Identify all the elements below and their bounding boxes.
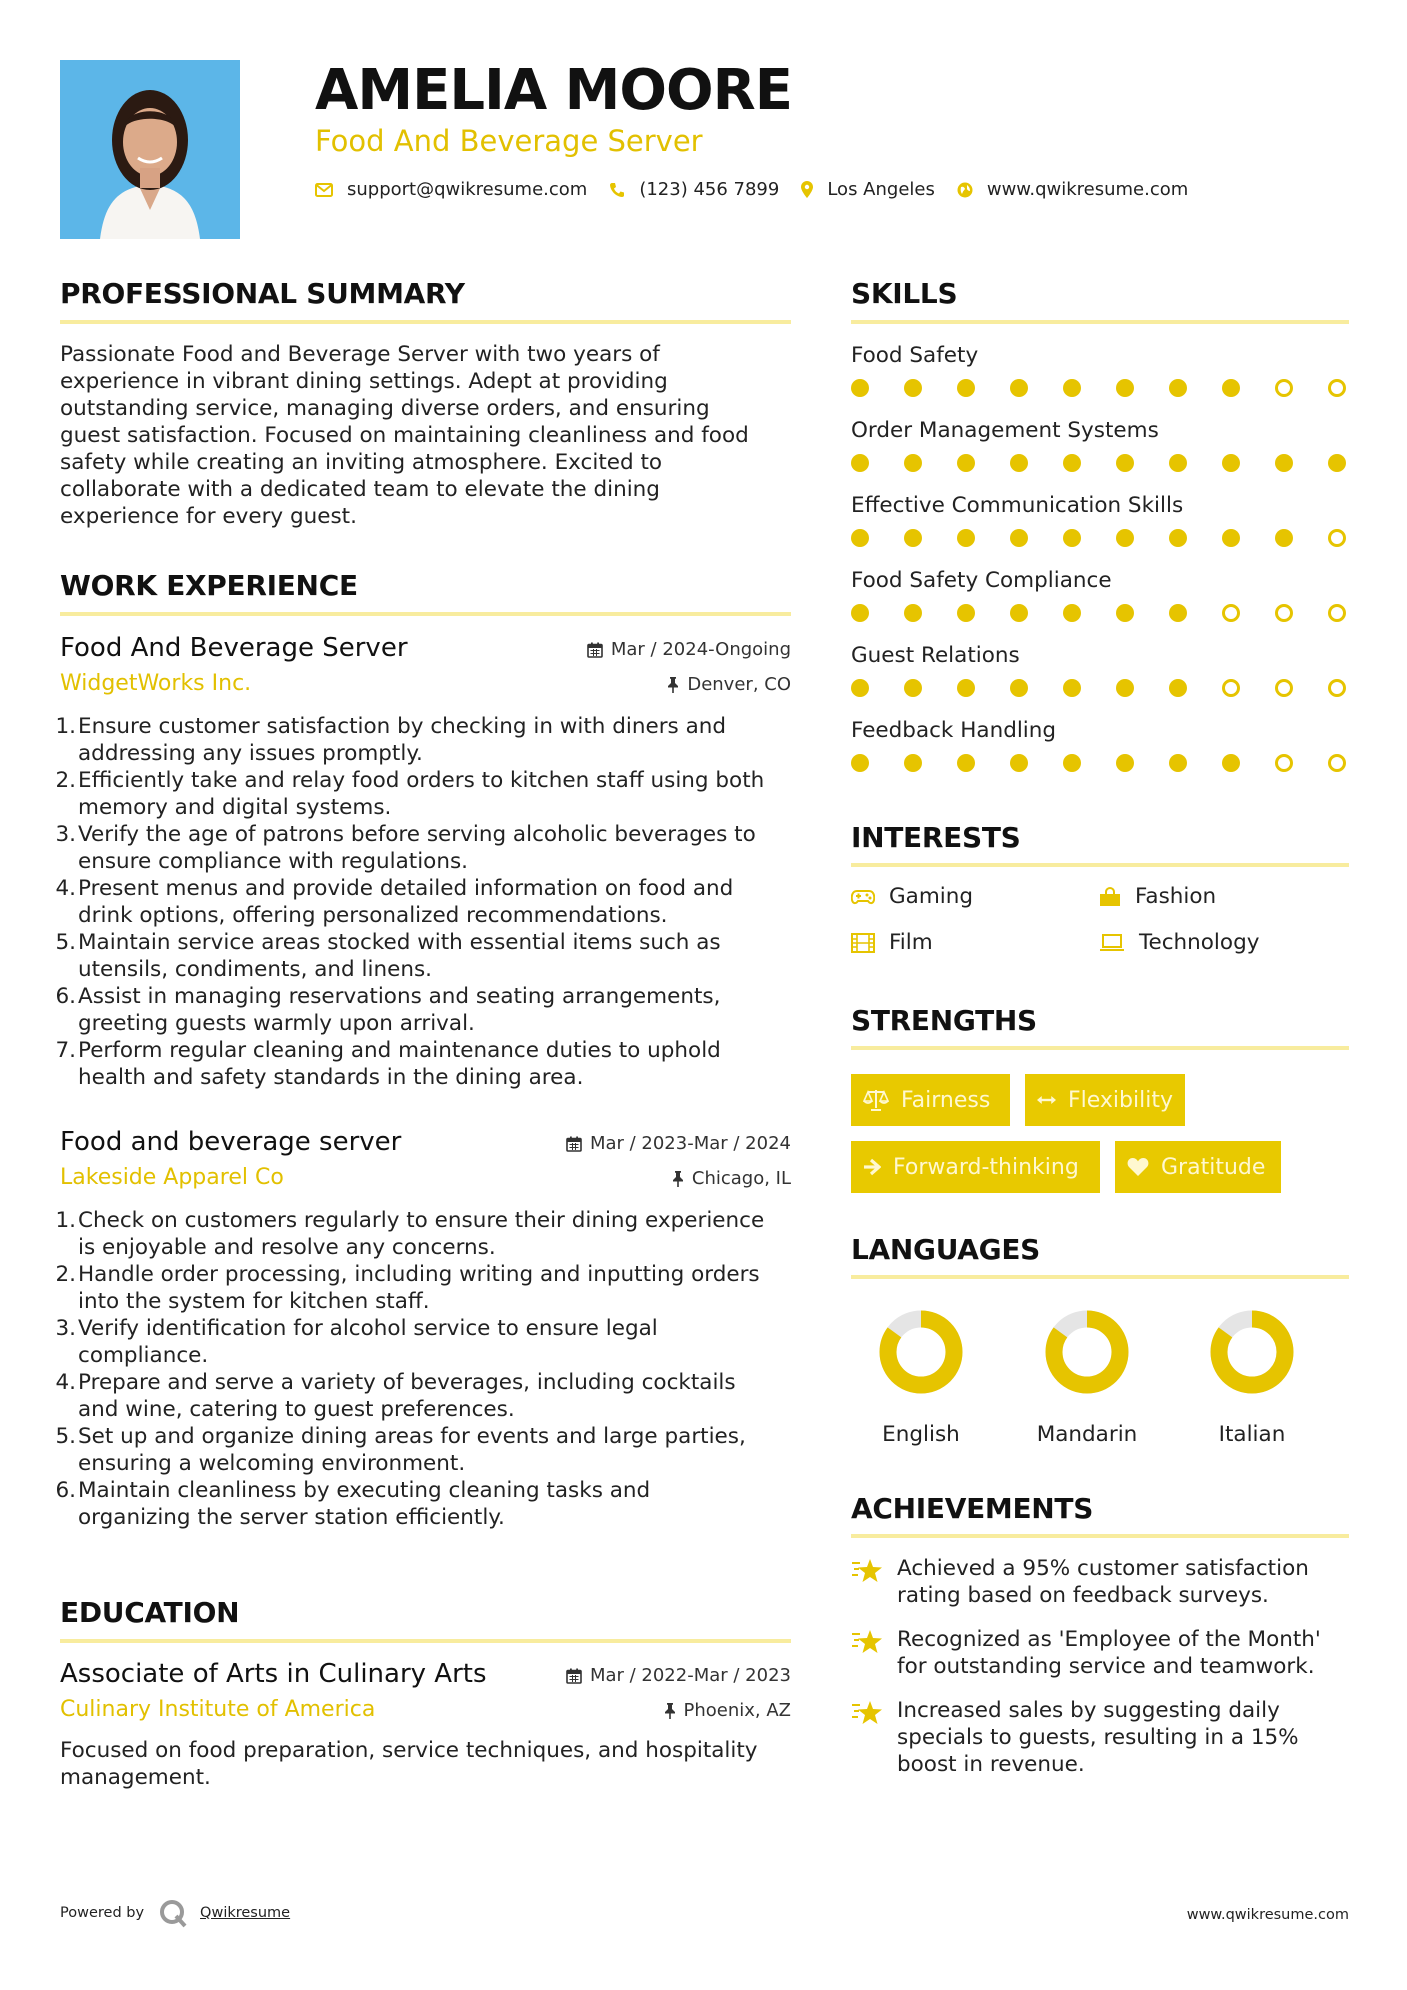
item-line: compliance. [78, 1343, 209, 1368]
job-duties [55, 713, 791, 1091]
rating-dot-filled [904, 379, 922, 397]
achievement-item [851, 1697, 1349, 1778]
location-text: Los Angeles [827, 179, 935, 200]
item-line: Prepare and serve a variety of beverages, including cocktails [78, 1370, 736, 1395]
skill-name: Food Safety [851, 343, 979, 368]
school-name: Culinary Institute of America [60, 1697, 376, 1722]
achievement-line: Increased sales by suggesting daily [897, 1698, 1280, 1723]
job-title: Food And Beverage Server [60, 633, 408, 663]
item-number: 2. [55, 1262, 76, 1287]
rating-dot-filled [851, 454, 869, 472]
rating-dot-empty [1328, 679, 1346, 697]
job-location [667, 674, 791, 695]
achievement-line: rating based on feedback surveys. [897, 1583, 1269, 1608]
skill-name: Order Management Systems [851, 418, 1159, 443]
pushpin-icon [664, 1703, 676, 1719]
rating-dot-filled [1010, 454, 1028, 472]
interest-label: Technology [1139, 930, 1260, 955]
rating-dot-filled [851, 604, 869, 622]
achievement-line: Achieved a 95% customer satisfaction [897, 1556, 1309, 1581]
list-item [55, 767, 791, 821]
rating-dot-filled [1222, 754, 1240, 772]
footer-brand-link[interactable]: Qwikresume [200, 1905, 291, 1921]
interests-heading: INTERESTS [851, 821, 1021, 854]
item-line: Check on customers regularly to ensure their dining experience [78, 1208, 765, 1233]
strength-label: Gratitude [1161, 1154, 1266, 1180]
summary-line: outstanding service, managing diverse orders, and ensuring [60, 396, 710, 421]
calendar-icon [566, 1668, 582, 1684]
experience-heading: WORK EXPERIENCE [60, 569, 358, 602]
rating-dot-filled [957, 604, 975, 622]
job-date-text: Mar / 2024-Ongoing [610, 639, 791, 660]
pushpin-icon [672, 1171, 684, 1187]
shopping-bag-icon [1099, 887, 1121, 907]
powered-by-text: Powered by [60, 1905, 145, 1921]
language-name: Italian [1218, 1422, 1286, 1447]
rating-dot-empty [1275, 379, 1293, 397]
item-number: 3. [55, 822, 76, 847]
experience-rule [60, 612, 791, 616]
map-pin-icon [801, 181, 813, 198]
interest-label: Gaming [889, 884, 974, 909]
arrows-horizontal-icon [1037, 1093, 1056, 1107]
email-text: support@qwikresume.com [347, 179, 588, 200]
education-date-text: Mar / 2022-Mar / 2023 [589, 1665, 791, 1686]
item-number: 6. [55, 984, 76, 1009]
item-line: into the system for kitchen staff. [78, 1289, 430, 1314]
language-donut [877, 1308, 965, 1396]
strength-tag [1025, 1074, 1185, 1126]
strength-tag [851, 1141, 1100, 1193]
achievement-text [897, 1697, 1337, 1778]
strength-label: Flexibility [1068, 1087, 1173, 1113]
item-line: greeting guests warmly upon arrival. [78, 1011, 475, 1036]
film-icon [851, 933, 875, 953]
item-line: Verify identification for alcohol service to ensure legal [78, 1316, 658, 1341]
website-text: www.qwikresume.com [986, 179, 1189, 200]
list-item [55, 1369, 791, 1423]
contact-location [801, 179, 935, 200]
item-line: ensuring a welcoming environment. [78, 1451, 466, 1476]
item-line: Efficiently take and relay food orders to kitchen staff using both [78, 768, 765, 793]
achievements-rule [851, 1534, 1349, 1538]
item-number: 4. [55, 1370, 76, 1395]
rating-dot-filled [904, 754, 922, 772]
education-heading: EDUCATION [60, 1596, 240, 1629]
globe-icon [957, 182, 973, 198]
calendar-icon [566, 1136, 582, 1152]
job-location [672, 1168, 791, 1189]
language-item [1182, 1308, 1322, 1447]
job-location-text: Denver, CO [687, 674, 791, 695]
footer-website[interactable]: www.qwikresume.com [1186, 1907, 1349, 1923]
balance-scale-icon [863, 1089, 889, 1111]
phone-text: (123) 456 7899 [639, 179, 780, 200]
profile-photo [60, 60, 240, 239]
rating-dot-empty [1275, 679, 1293, 697]
language-item [1017, 1308, 1157, 1447]
heart-icon [1127, 1157, 1149, 1177]
gamepad-icon [851, 889, 875, 905]
rating-dot-filled [1010, 754, 1028, 772]
rating-dot-filled [1116, 679, 1134, 697]
rating-dot-filled [957, 754, 975, 772]
rating-dot-filled [851, 529, 869, 547]
rating-dot-filled [1010, 529, 1028, 547]
phone-icon [609, 182, 625, 198]
rating-dot-filled [1222, 379, 1240, 397]
language-donut [1043, 1308, 1131, 1396]
star-icon [851, 1558, 883, 1584]
skill-name: Effective Communication Skills [851, 493, 1184, 518]
item-line: memory and digital systems. [78, 795, 392, 820]
rating-dot-filled [904, 529, 922, 547]
achievement-text [897, 1555, 1337, 1609]
rating-dot-filled [1116, 529, 1134, 547]
summary-heading: PROFESSIONAL SUMMARY [60, 277, 465, 310]
rating-dot-empty [1328, 604, 1346, 622]
item-number: 3. [55, 1316, 76, 1341]
rating-dot-filled [1063, 379, 1081, 397]
achievement-line: Recognized as 'Employee of the Month' [897, 1627, 1321, 1652]
rating-dot-empty [1222, 604, 1240, 622]
rating-dot-filled [851, 754, 869, 772]
summary-line: guest satisfaction. Focused on maintaining cleanliness and food [60, 423, 749, 448]
rating-dot-filled [904, 679, 922, 697]
languages-rule [851, 1275, 1349, 1279]
item-number: 4. [55, 876, 76, 901]
skill-rating [851, 753, 1349, 775]
rating-dot-filled [1275, 529, 1293, 547]
envelope-icon [315, 183, 333, 197]
interest-item [1099, 884, 1216, 909]
rating-dot-empty [1328, 379, 1346, 397]
item-line: Set up and organize dining areas for events and large parties, [78, 1424, 746, 1449]
job-date [587, 639, 791, 660]
language-item [851, 1308, 991, 1447]
achievements-heading: ACHIEVEMENTS [851, 1492, 1094, 1525]
interest-item [851, 930, 933, 955]
strengths-heading: STRENGTHS [851, 1004, 1037, 1037]
job-company: WidgetWorks Inc. [60, 671, 252, 696]
rating-dot-filled [1116, 379, 1134, 397]
rating-dot-filled [1275, 454, 1293, 472]
job-date [566, 1133, 791, 1154]
language-donut [1208, 1308, 1296, 1396]
achievement-line: specials to guests, resulting in a 15% [897, 1725, 1299, 1750]
skill-rating [851, 378, 1349, 400]
education-rule [60, 1639, 791, 1643]
rating-dot-filled [1010, 679, 1028, 697]
rating-dot-filled [1010, 604, 1028, 622]
list-item [55, 983, 791, 1037]
achievement-line: boost in revenue. [897, 1752, 1085, 1777]
laptop-icon [1099, 934, 1125, 952]
star-icon [851, 1700, 883, 1726]
list-item [55, 875, 791, 929]
item-line: Perform regular cleaning and maintenance duties to uphold [78, 1038, 721, 1063]
languages-heading: LANGUAGES [851, 1233, 1041, 1266]
item-line: drink options, offering personalized recommendations. [78, 903, 668, 928]
item-number: 6. [55, 1478, 76, 1503]
rating-dot-empty [1328, 754, 1346, 772]
list-item [55, 1207, 791, 1261]
list-item [55, 713, 791, 767]
rating-dot-filled [1169, 679, 1187, 697]
skills-rule [851, 320, 1349, 324]
strengths-rule [851, 1046, 1349, 1050]
strength-label: Fairness [901, 1087, 991, 1113]
list-item [55, 1037, 791, 1091]
item-number: 5. [55, 1424, 76, 1449]
pushpin-icon [667, 677, 679, 693]
interest-label: Film [889, 930, 933, 955]
item-number: 1. [55, 1208, 76, 1233]
summary-text [60, 341, 791, 530]
candidate-title: Food And Beverage Server [315, 124, 703, 158]
rating-dot-filled [1063, 754, 1081, 772]
achievement-line: for outstanding service and teamwork. [897, 1654, 1315, 1679]
list-item [55, 1261, 791, 1315]
school-location [664, 1700, 792, 1721]
skill-rating [851, 453, 1349, 475]
qwikresume-logo-icon [158, 1898, 188, 1928]
interest-item [1099, 930, 1259, 955]
list-item [55, 1423, 791, 1477]
item-line: ensure compliance with regulations. [78, 849, 468, 874]
rating-dot-filled [957, 379, 975, 397]
skills-heading: SKILLS [851, 277, 958, 310]
contact-email[interactable] [315, 179, 587, 200]
item-line: utensils, condiments, and linens. [78, 957, 432, 982]
rating-dot-empty [1328, 529, 1346, 547]
item-number: 7. [55, 1038, 76, 1063]
rating-dot-filled [904, 604, 922, 622]
rating-dot-filled [1169, 529, 1187, 547]
item-line: addressing any issues promptly. [78, 741, 423, 766]
item-line: Verify the age of patrons before serving alcoholic beverages to [78, 822, 756, 847]
rating-dot-filled [1328, 454, 1346, 472]
education-date [566, 1665, 791, 1686]
rating-dot-filled [1063, 454, 1081, 472]
education-line: management. [60, 1765, 211, 1790]
item-line: Ensure customer satisfaction by checking in with diners and [78, 714, 727, 739]
rating-dot-filled [1169, 454, 1187, 472]
footer-powered-by [60, 1898, 290, 1928]
rating-dot-filled [1116, 754, 1134, 772]
rating-dot-filled [957, 679, 975, 697]
rating-dot-filled [1116, 604, 1134, 622]
language-name: English [882, 1422, 960, 1447]
job-company: Lakeside Apparel Co [60, 1165, 284, 1190]
education-description [60, 1737, 791, 1791]
rating-dot-filled [1222, 529, 1240, 547]
rating-dot-empty [1275, 754, 1293, 772]
skill-rating [851, 678, 1349, 700]
item-line: organizing the server station efficiently. [78, 1505, 505, 1530]
item-line: Maintain cleanliness by executing cleaning tasks and [78, 1478, 651, 1503]
contact-website[interactable] [957, 179, 1188, 200]
rating-dot-filled [851, 379, 869, 397]
job-title: Food and beverage server [60, 1127, 402, 1157]
strength-tag [851, 1074, 1010, 1126]
item-line: Handle order processing, including writing and inputting orders [78, 1262, 760, 1287]
contact-bar [315, 179, 1210, 200]
achievement-item [851, 1555, 1349, 1609]
skill-rating [851, 603, 1349, 625]
rating-dot-filled [851, 679, 869, 697]
summary-rule [60, 320, 791, 324]
item-line: and wine, catering to guest preferences. [78, 1397, 515, 1422]
job-date-text: Mar / 2023-Mar / 2024 [589, 1133, 791, 1154]
list-item [55, 1315, 791, 1369]
interests-rule [851, 863, 1349, 867]
summary-line: experience for every guest. [60, 504, 357, 529]
strength-tag [1115, 1141, 1281, 1193]
item-line: health and safety standards in the dining area. [78, 1065, 584, 1090]
summary-line: safety while creating an inviting atmosphere. Excited to [60, 450, 663, 475]
rating-dot-filled [904, 454, 922, 472]
rating-dot-filled [1010, 379, 1028, 397]
star-icon [851, 1629, 883, 1655]
skill-name: Guest Relations [851, 643, 1020, 668]
rating-dot-filled [1116, 454, 1134, 472]
item-line: Assist in managing reservations and seating arrangements, [78, 984, 721, 1009]
skill-name: Food Safety Compliance [851, 568, 1112, 593]
rating-dot-filled [1063, 529, 1081, 547]
skill-name: Feedback Handling [851, 718, 1057, 743]
item-number: 1. [55, 714, 76, 739]
skill-rating [851, 528, 1349, 550]
arrow-right-icon [863, 1158, 881, 1176]
rating-dot-filled [1169, 379, 1187, 397]
education-line: Focused on food preparation, service techniques, and hospitality [60, 1738, 758, 1763]
item-line: is enjoyable and resolve any concerns. [78, 1235, 496, 1260]
candidate-name: AMELIA MOORE [315, 58, 792, 123]
list-item [55, 1477, 791, 1531]
rating-dot-filled [957, 529, 975, 547]
item-line: Present menus and provide detailed information on food and [78, 876, 734, 901]
degree-title: Associate of Arts in Culinary Arts [60, 1659, 487, 1689]
achievement-text [897, 1626, 1337, 1680]
rating-dot-filled [1169, 604, 1187, 622]
item-number: 2. [55, 768, 76, 793]
list-item [55, 929, 791, 983]
interest-label: Fashion [1135, 884, 1217, 909]
rating-dot-filled [957, 454, 975, 472]
rating-dot-filled [1222, 454, 1240, 472]
list-item [55, 821, 791, 875]
rating-dot-empty [1222, 679, 1240, 697]
interest-item [851, 884, 973, 909]
rating-dot-filled [1169, 754, 1187, 772]
item-line: Maintain service areas stocked with essential items such as [78, 930, 721, 955]
language-name: Mandarin [1036, 1422, 1138, 1447]
strength-label: Forward-thinking [893, 1154, 1079, 1180]
achievement-item [851, 1626, 1349, 1680]
rating-dot-filled [1063, 604, 1081, 622]
summary-line: Passionate Food and Beverage Server with two years of [60, 342, 660, 367]
contact-phone[interactable] [609, 179, 779, 200]
summary-line: experience in vibrant dining settings. Adept at providing [60, 369, 668, 394]
job-location-text: Chicago, IL [691, 1168, 791, 1189]
calendar-icon [587, 642, 603, 658]
rating-dot-filled [1063, 679, 1081, 697]
rating-dot-empty [1275, 604, 1293, 622]
summary-line: collaborate with a dedicated team to elevate the dining [60, 477, 660, 502]
job-duties [55, 1207, 791, 1531]
school-location-text: Phoenix, AZ [683, 1700, 791, 1721]
item-number: 5. [55, 930, 76, 955]
